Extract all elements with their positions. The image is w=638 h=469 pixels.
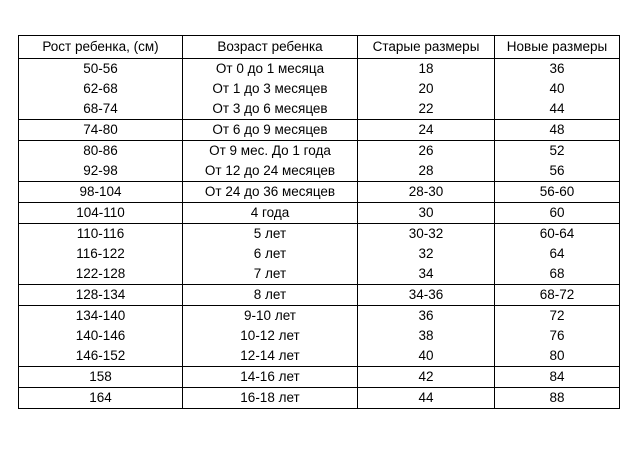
cell-height: 104-110 [19,203,183,224]
cell-old-size: 28-30 [358,182,495,203]
cell-new-size: 60 [495,203,620,224]
cell-age: 14-16 лет [183,367,358,388]
cell-new-size: 36 [495,59,620,80]
cell-age: 8 лет [183,285,358,306]
table-row [19,99,620,120]
cell-old-size: 36 [358,306,495,327]
cell-new-size: 64 [495,244,620,264]
table-row [19,367,620,388]
cell-height: 122-128 [19,264,183,285]
cell-age: От 3 до 6 месяцев [183,99,358,120]
cell-old-size: 42 [358,367,495,388]
table-row [19,264,620,285]
table-row [19,346,620,367]
cell-height: 74-80 [19,120,183,141]
table-header-row [19,36,620,59]
cell-old-size: 24 [358,120,495,141]
cell-new-size: 48 [495,120,620,141]
cell-old-size: 34-36 [358,285,495,306]
cell-new-size: 40 [495,79,620,99]
table-row [19,182,620,203]
table-row [19,79,620,99]
cell-age: От 9 мес. До 1 года [183,141,358,162]
cell-old-size: 20 [358,79,495,99]
cell-height: 146-152 [19,346,183,367]
cell-age: 4 года [183,203,358,224]
cell-new-size: 88 [495,388,620,409]
cell-age: 10-12 лет [183,326,358,346]
table-row [19,388,620,409]
cell-height: 164 [19,388,183,409]
cell-old-size: 28 [358,161,495,182]
cell-age: От 6 до 9 месяцев [183,120,358,141]
cell-old-size: 30 [358,203,495,224]
cell-height: 98-104 [19,182,183,203]
cell-age: 12-14 лет [183,346,358,367]
cell-height: 128-134 [19,285,183,306]
cell-old-size: 44 [358,388,495,409]
cell-new-size: 68-72 [495,285,620,306]
cell-old-size: 22 [358,99,495,120]
cell-new-size: 56-60 [495,182,620,203]
cell-age: От 12 до 24 месяцев [183,161,358,182]
cell-old-size: 32 [358,244,495,264]
cell-new-size: 68 [495,264,620,285]
cell-new-size: 84 [495,367,620,388]
table-row [19,306,620,327]
cell-new-size: 72 [495,306,620,327]
cell-height: 80-86 [19,141,183,162]
cell-age: От 0 до 1 месяца [183,59,358,80]
cell-new-size: 44 [495,99,620,120]
table-row [19,285,620,306]
cell-age: От 24 до 36 месяцев [183,182,358,203]
table-row [19,120,620,141]
cell-old-size: 38 [358,326,495,346]
cell-old-size: 18 [358,59,495,80]
cell-old-size: 40 [358,346,495,367]
table-row [19,161,620,182]
cell-height: 158 [19,367,183,388]
table-row [19,203,620,224]
cell-age: 6 лет [183,244,358,264]
table-row [19,326,620,346]
table-row [19,244,620,264]
cell-age: 5 лет [183,224,358,245]
cell-height: 134-140 [19,306,183,327]
size-chart-table [18,35,620,409]
cell-height: 92-98 [19,161,183,182]
cell-new-size: 60-64 [495,224,620,245]
header-new-size: Новые размеры [495,36,620,59]
cell-new-size: 56 [495,161,620,182]
cell-old-size: 34 [358,264,495,285]
cell-new-size: 80 [495,346,620,367]
cell-old-size: 26 [358,141,495,162]
cell-new-size: 52 [495,141,620,162]
cell-height: 68-74 [19,99,183,120]
cell-age: 9-10 лет [183,306,358,327]
cell-height: 62-68 [19,79,183,99]
cell-height: 116-122 [19,244,183,264]
table-row [19,141,620,162]
cell-age: От 1 до 3 месяцев [183,79,358,99]
table-row [19,224,620,245]
header-old-size: Старые размеры [358,36,495,59]
header-age: Возраст ребенка [183,36,358,59]
table-row [19,59,620,80]
header-height: Рост ребенка, (см) [19,36,183,59]
cell-old-size: 30-32 [358,224,495,245]
cell-age: 16-18 лет [183,388,358,409]
cell-new-size: 76 [495,326,620,346]
cell-height: 110-116 [19,224,183,245]
cell-height: 140-146 [19,326,183,346]
cell-height: 50-56 [19,59,183,80]
cell-age: 7 лет [183,264,358,285]
